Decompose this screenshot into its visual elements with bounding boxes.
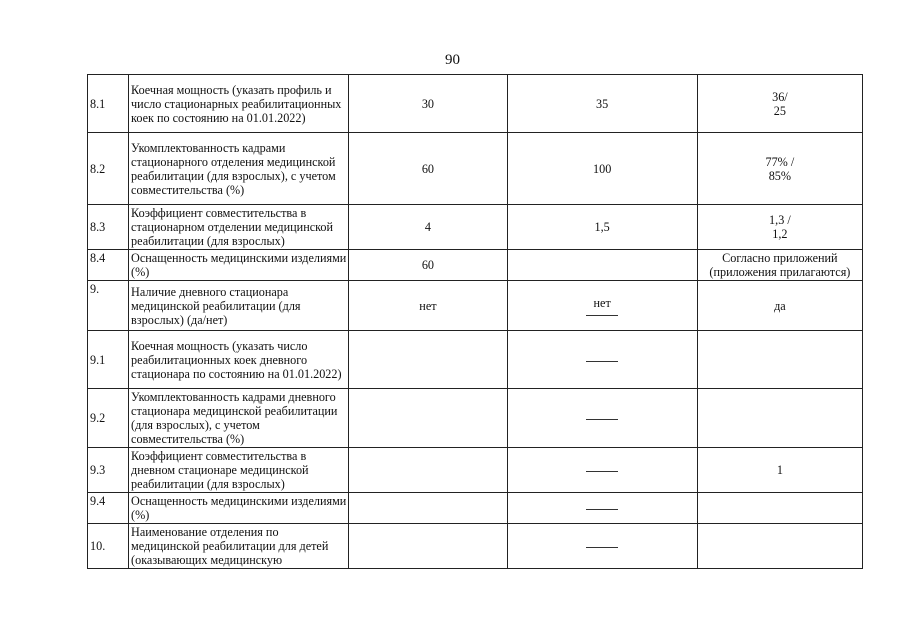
table-row bbox=[88, 133, 863, 205]
cell-value-2 bbox=[507, 331, 697, 389]
cell-value-1 bbox=[349, 448, 507, 493]
cell-value-1 bbox=[349, 389, 507, 448]
row-indicator: Коэффициент совместительства в дневном стационаре медицинской реабилитации (для взрослых) bbox=[129, 448, 349, 493]
cell-value-1: 60 bbox=[349, 133, 507, 205]
row-number: 9.4 bbox=[88, 493, 129, 524]
row-number: 10. bbox=[88, 524, 129, 569]
dash-mark bbox=[586, 418, 618, 420]
dash-mark bbox=[586, 508, 618, 510]
cell-value-3: 1,3 / 1,2 bbox=[697, 205, 862, 250]
row-indicator: Оснащенность медицинскими изделиями (%) bbox=[129, 250, 349, 281]
table-row bbox=[88, 448, 863, 493]
table-row bbox=[88, 524, 863, 569]
row-indicator: Наличие дневного стационара медицинской реабилитации (для взрослых) (да/нет) bbox=[129, 281, 349, 331]
cell-value-1 bbox=[349, 493, 507, 524]
dash-mark bbox=[586, 470, 618, 472]
dash-mark bbox=[586, 360, 618, 362]
dash-mark bbox=[586, 546, 618, 548]
row-indicator: Наименование отделения по медицинской реабилитации для детей (оказывающих медицинскую bbox=[129, 524, 349, 569]
row-indicator: Коечная мощность (указать профиль и число стационарных реабилитационных коек по состоянию на 01.01.2022) bbox=[129, 75, 349, 133]
cell-value-1: 4 bbox=[349, 205, 507, 250]
row-number: 8.1 bbox=[88, 75, 129, 133]
cell-value-2-wrap bbox=[507, 281, 697, 331]
row-number: 9.1 bbox=[88, 331, 129, 389]
row-number: 9.3 bbox=[88, 448, 129, 493]
cell-value-2: 35 bbox=[507, 75, 697, 133]
row-number: 8.3 bbox=[88, 205, 129, 250]
cell-value-2 bbox=[507, 250, 697, 281]
row-indicator: Коечная мощность (указать число реабилитационных коек дневного стационара по состоянию на 01.01.2022) bbox=[129, 331, 349, 389]
cell-value-3: 77% / 85% bbox=[697, 133, 862, 205]
table-row bbox=[88, 250, 863, 281]
cell-value-3 bbox=[697, 331, 862, 389]
table-row bbox=[88, 75, 863, 133]
row-indicator: Укомплектованность кадрами дневного стационара медицинской реабилитации (для взрослых), с учетом совместительства (%) bbox=[129, 389, 349, 448]
cell-value-1: 60 bbox=[349, 250, 507, 281]
table-row bbox=[88, 281, 863, 331]
cell-value-2: 1,5 bbox=[507, 205, 697, 250]
table-row bbox=[88, 205, 863, 250]
row-indicator: Оснащенность медицинскими изделиями (%) bbox=[129, 493, 349, 524]
cell-value-3 bbox=[697, 524, 862, 569]
row-indicator: Коэффициент совместительства в стационарном отделении медицинской реабилитации (для взрослых) bbox=[129, 205, 349, 250]
cell-value-2 bbox=[507, 389, 697, 448]
cell-value-2: 100 bbox=[507, 133, 697, 205]
page-number: 90 bbox=[445, 52, 460, 68]
row-number: 8.2 bbox=[88, 133, 129, 205]
cell-value-2 bbox=[507, 448, 697, 493]
row-number: 9.2 bbox=[88, 389, 129, 448]
cell-value-2 bbox=[507, 493, 697, 524]
cell-value-3 bbox=[697, 493, 862, 524]
cell-value-3: Согласно приложений (приложения прилагаются) bbox=[697, 250, 862, 281]
data-table bbox=[87, 74, 863, 569]
cell-value-1: нет bbox=[349, 281, 507, 331]
cell-value-1 bbox=[349, 331, 507, 389]
cell-value-3: 1 bbox=[697, 448, 862, 493]
dash-mark bbox=[586, 314, 618, 316]
cell-value-3: 36/ 25 bbox=[697, 75, 862, 133]
row-number: 8.4 bbox=[88, 250, 129, 281]
cell-value-2 bbox=[507, 524, 697, 569]
cell-value-2: нет bbox=[593, 295, 611, 310]
row-indicator: Укомплектованность кадрами стационарного отделения медицинской реабилитации (для взрослых), с учетом совместительства (%) bbox=[129, 133, 349, 205]
cell-value-3 bbox=[697, 389, 862, 448]
table-row bbox=[88, 389, 863, 448]
cell-value-3: да bbox=[697, 281, 862, 331]
row-number: 9. bbox=[88, 281, 129, 331]
cell-value-1 bbox=[349, 524, 507, 569]
table-row bbox=[88, 493, 863, 524]
cell-value-1: 30 bbox=[349, 75, 507, 133]
table-row bbox=[88, 331, 863, 389]
